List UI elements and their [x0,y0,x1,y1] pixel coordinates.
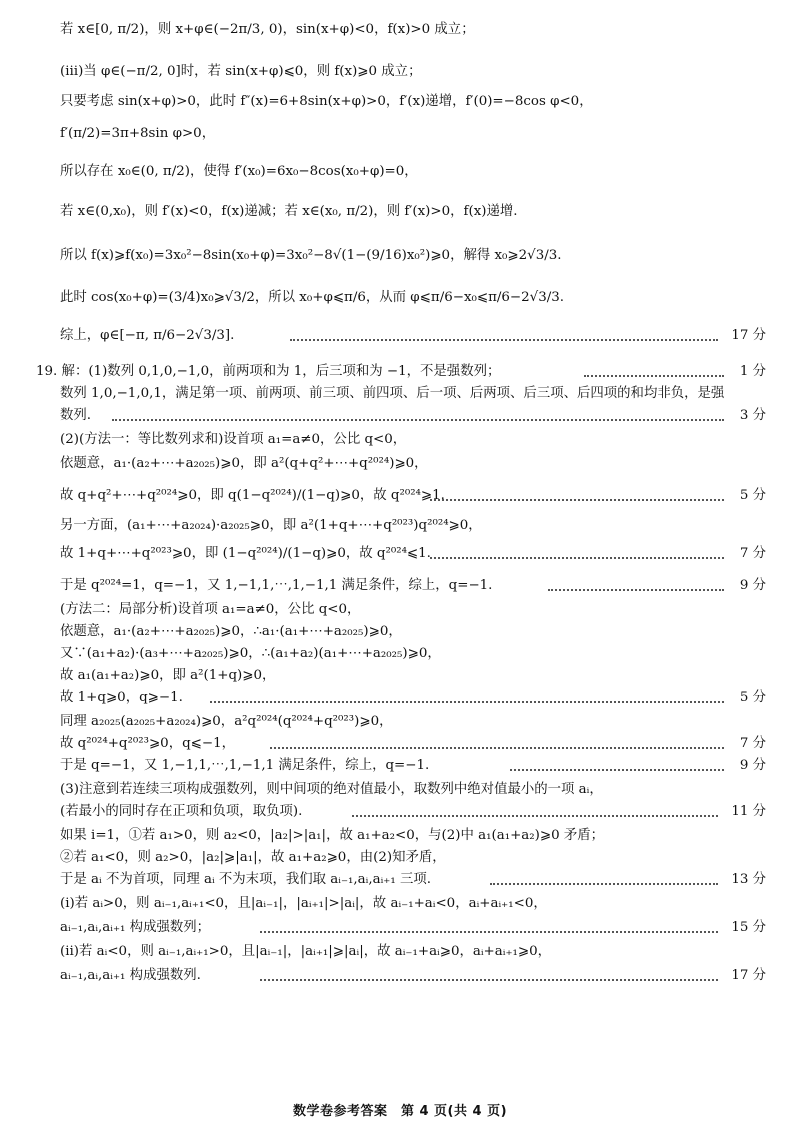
dot-leader [112,419,724,421]
solution-line [0,122,800,146]
score-mark: 17 分 [731,968,766,983]
line-text: 于是 q=−1，又 1,−1,1,⋯,1,−1,1 满足条件，综上，q=−1. [60,758,430,773]
line-text: 所以 f(x)⩾f(x₀)=3x₀²−8sin(x₀+φ)=3x₀²−8√(1−(9/16)x₀²)⩾0，解得 x₀⩾2√3/3. [60,248,562,263]
solution-line [0,754,800,778]
line-text: 只要考虑 sin(x+φ)>0，此时 f″(x)=6+8sin(x+φ)>0，f′(x)递增，f′(0)=−8cos φ<0， [60,94,593,109]
line-text: 故 a₁(a₁+a₂)⩾0，即 a²(1+q)⩾0， [60,668,276,683]
solution-line [0,160,800,184]
solution-line [0,360,800,384]
dot-leader [260,979,718,981]
solution-line [0,642,800,666]
solution-line [0,620,800,644]
line-text: 另一方面，(a₁+⋯+a₂₀₂₄)·a₂₀₂₅⩾0，即 a²(1+q+⋯+q²⁰²³)q²⁰²⁴⩾0， [60,518,482,533]
dot-leader [210,701,724,703]
solution-line [0,60,800,84]
solution-line [0,846,800,870]
score-mark: 7 分 [739,736,766,751]
line-text: 故 1+q⩾0，q⩾−1. [60,690,183,705]
solution-line [0,598,800,622]
line-text: 若 x∈(0,x₀)，则 f′(x)<0，f(x)递减；若 x∈(x₀, π/2)，则 f′(x)>0，f(x)递增. [60,204,518,219]
score-mark: 13 分 [731,872,766,887]
line-text: 19. 解：(1)数列 0,1,0,−1,0，前两项和为 1，后三项和为 −1，不是强数列； [36,364,501,379]
dot-leader [430,499,724,501]
dot-leader [510,769,724,771]
line-text: 数列. [60,408,92,423]
score-mark: 3 分 [739,408,766,423]
line-text: 如果 i=1，①若 a₁>0，则 a₂<0，|a₂|>|a₁|，故 a₁+a₂<0，与(2)中 a₁(a₁+a₂)⩾0 矛盾； [60,828,605,843]
score-mark: 9 分 [739,578,766,593]
line-text: (ⅰ)若 aᵢ>0，则 aᵢ₋₁,aᵢ₊₁<0，且|aᵢ₋₁|，|aᵢ₊₁|>|aᵢ|，故 aᵢ₋₁+aᵢ<0，aᵢ+aᵢ₊₁<0， [60,896,547,911]
dot-leader [490,883,718,885]
line-text: 同理 a₂₀₂₅(a₂₀₂₅+a₂₀₂₄)⩾0，a²q²⁰²⁴(q²⁰²⁴+q²⁰²³)⩾0， [60,714,393,729]
line-text: 若 x∈[0, π/2)，则 x+φ∈(−2π/3, 0)，sin(x+φ)<0，f(x)>0 成立； [60,22,475,37]
line-text: 故 q+q²+⋯+q²⁰²⁴⩾0，即 q(1−q²⁰²⁴)/(1−q)⩾0，故 q²⁰²⁴⩾1. [60,488,445,503]
solution-line [0,964,800,988]
solution-line [0,664,800,688]
solution-line [0,916,800,940]
line-text: 所以存在 x₀∈(0, π/2)，使得 f′(x₀)=6x₀−8cos(x₀+φ)=0， [60,164,418,179]
line-text: 故 1+q+⋯+q²⁰²³⩾0，即 (1−q²⁰²⁴)/(1−q)⩾0，故 q²⁰²⁴⩽1. [60,546,431,561]
line-text: 数列 1,0,−1,0,1，满足第一项、前两项、前三项、前四项、后一项、后两项、后三项、后四项的和均非负，是强 [60,386,725,401]
line-text: (若最小的同时存在正项和负项，取负项). [60,804,303,819]
dot-leader [290,339,718,341]
solution-line [0,200,800,224]
solution-line [0,732,800,756]
line-text: 此时 cos(x₀+φ)=(3/4)x₀⩾√3/2，所以 x₀+φ⩽π/6，从而 φ⩽π/6−x₀⩽π/6−2√3/3. [60,290,564,305]
solution-line [0,542,800,566]
solution-line [0,452,800,476]
solution-line [0,686,800,710]
solution-line [0,778,800,802]
score-mark: 11 分 [731,804,766,819]
line-text: 依题意，a₁·(a₂+⋯+a₂₀₂₅)⩾0，即 a²(q+q²+⋯+q²⁰²⁴)⩾0， [60,456,428,471]
line-text: (3)注意到若连续三项构成强数列，则中间项的绝对值最小，取数列中绝对值最小的一项 aᵢ， [60,782,603,797]
solution-line [0,244,800,268]
line-text: (2)(方法一：等比数列求和)设首项 a₁=a≠0，公比 q<0， [60,432,407,447]
line-text: (ⅱ)若 aᵢ<0，则 aᵢ₋₁,aᵢ₊₁>0，且|aᵢ₋₁|，|aᵢ₊₁|⩾|aᵢ|，故 aᵢ₋₁+aᵢ⩾0，aᵢ+aᵢ₊₁⩾0， [60,944,552,959]
line-text: 依题意，a₁·(a₂+⋯+a₂₀₂₅)⩾0，∴a₁·(a₁+⋯+a₂₀₂₅)⩾0， [60,624,402,639]
score-mark: 17 分 [731,328,766,343]
solution-line [0,800,800,824]
score-mark: 7 分 [739,546,766,561]
line-text: (ⅲ)当 φ∈(−π/2, 0]时，若 sin(x+φ)⩽0，则 f(x)⩾0 成立； [60,64,422,79]
line-text: 综上，φ∈[−π, π/6−2√3/3]. [60,328,235,343]
dot-leader [352,815,718,817]
solution-line [0,484,800,508]
score-mark: 15 分 [731,920,766,935]
solution-line [0,940,800,964]
solution-line [0,824,800,848]
dot-leader [270,747,724,749]
solution-line [0,90,800,114]
solution-line [0,892,800,916]
score-mark: 1 分 [739,364,766,379]
score-mark: 5 分 [739,690,766,705]
solution-line [0,868,800,892]
solution-line [0,428,800,452]
solution-line [0,18,800,42]
line-text: ②若 a₁<0，则 a₂>0，|a₂|⩾|a₁|，故 a₁+a₂⩾0，由(2)知矛盾， [60,850,446,865]
line-text: f′(π/2)=3π+8sin φ>0， [60,126,216,141]
line-text: 于是 aᵢ 不为首项，同理 aᵢ 不为末项，我们取 aᵢ₋₁,aᵢ,aᵢ₊₁ 三项. [60,872,431,887]
solution-line [0,574,800,598]
line-text: (方法二：局部分析)设首项 a₁=a≠0，公比 q<0， [60,602,361,617]
dot-leader [548,589,724,591]
line-text: 于是 q²⁰²⁴=1，q=−1，又 1,−1,1,⋯,1,−1,1 满足条件，综上，q=−1. [60,578,493,593]
solution-line [0,710,800,734]
score-mark: 9 分 [739,758,766,773]
line-text: aᵢ₋₁,aᵢ,aᵢ₊₁ 构成强数列. [60,968,201,983]
dot-leader [430,557,724,559]
solution-line [0,382,800,406]
line-text: 又∵(a₁+a₂)·(a₃+⋯+a₂₀₂₅)⩾0，∴(a₁+a₂)(a₁+⋯+a₂₀₂₅)⩾0， [60,646,441,661]
dot-leader [584,375,724,377]
page-footer: 数学卷参考答案 第 4 页(共 4 页) [292,1104,508,1119]
score-mark: 5 分 [739,488,766,503]
solution-line [0,286,800,310]
solution-line [0,324,800,348]
line-text: 故 q²⁰²⁴+q²⁰²³⩾0，q⩽−1， [60,736,236,751]
dot-leader [260,931,718,933]
line-text: aᵢ₋₁,aᵢ,aᵢ₊₁ 构成强数列； [60,920,211,935]
solution-line [0,514,800,538]
solution-line [0,404,800,428]
